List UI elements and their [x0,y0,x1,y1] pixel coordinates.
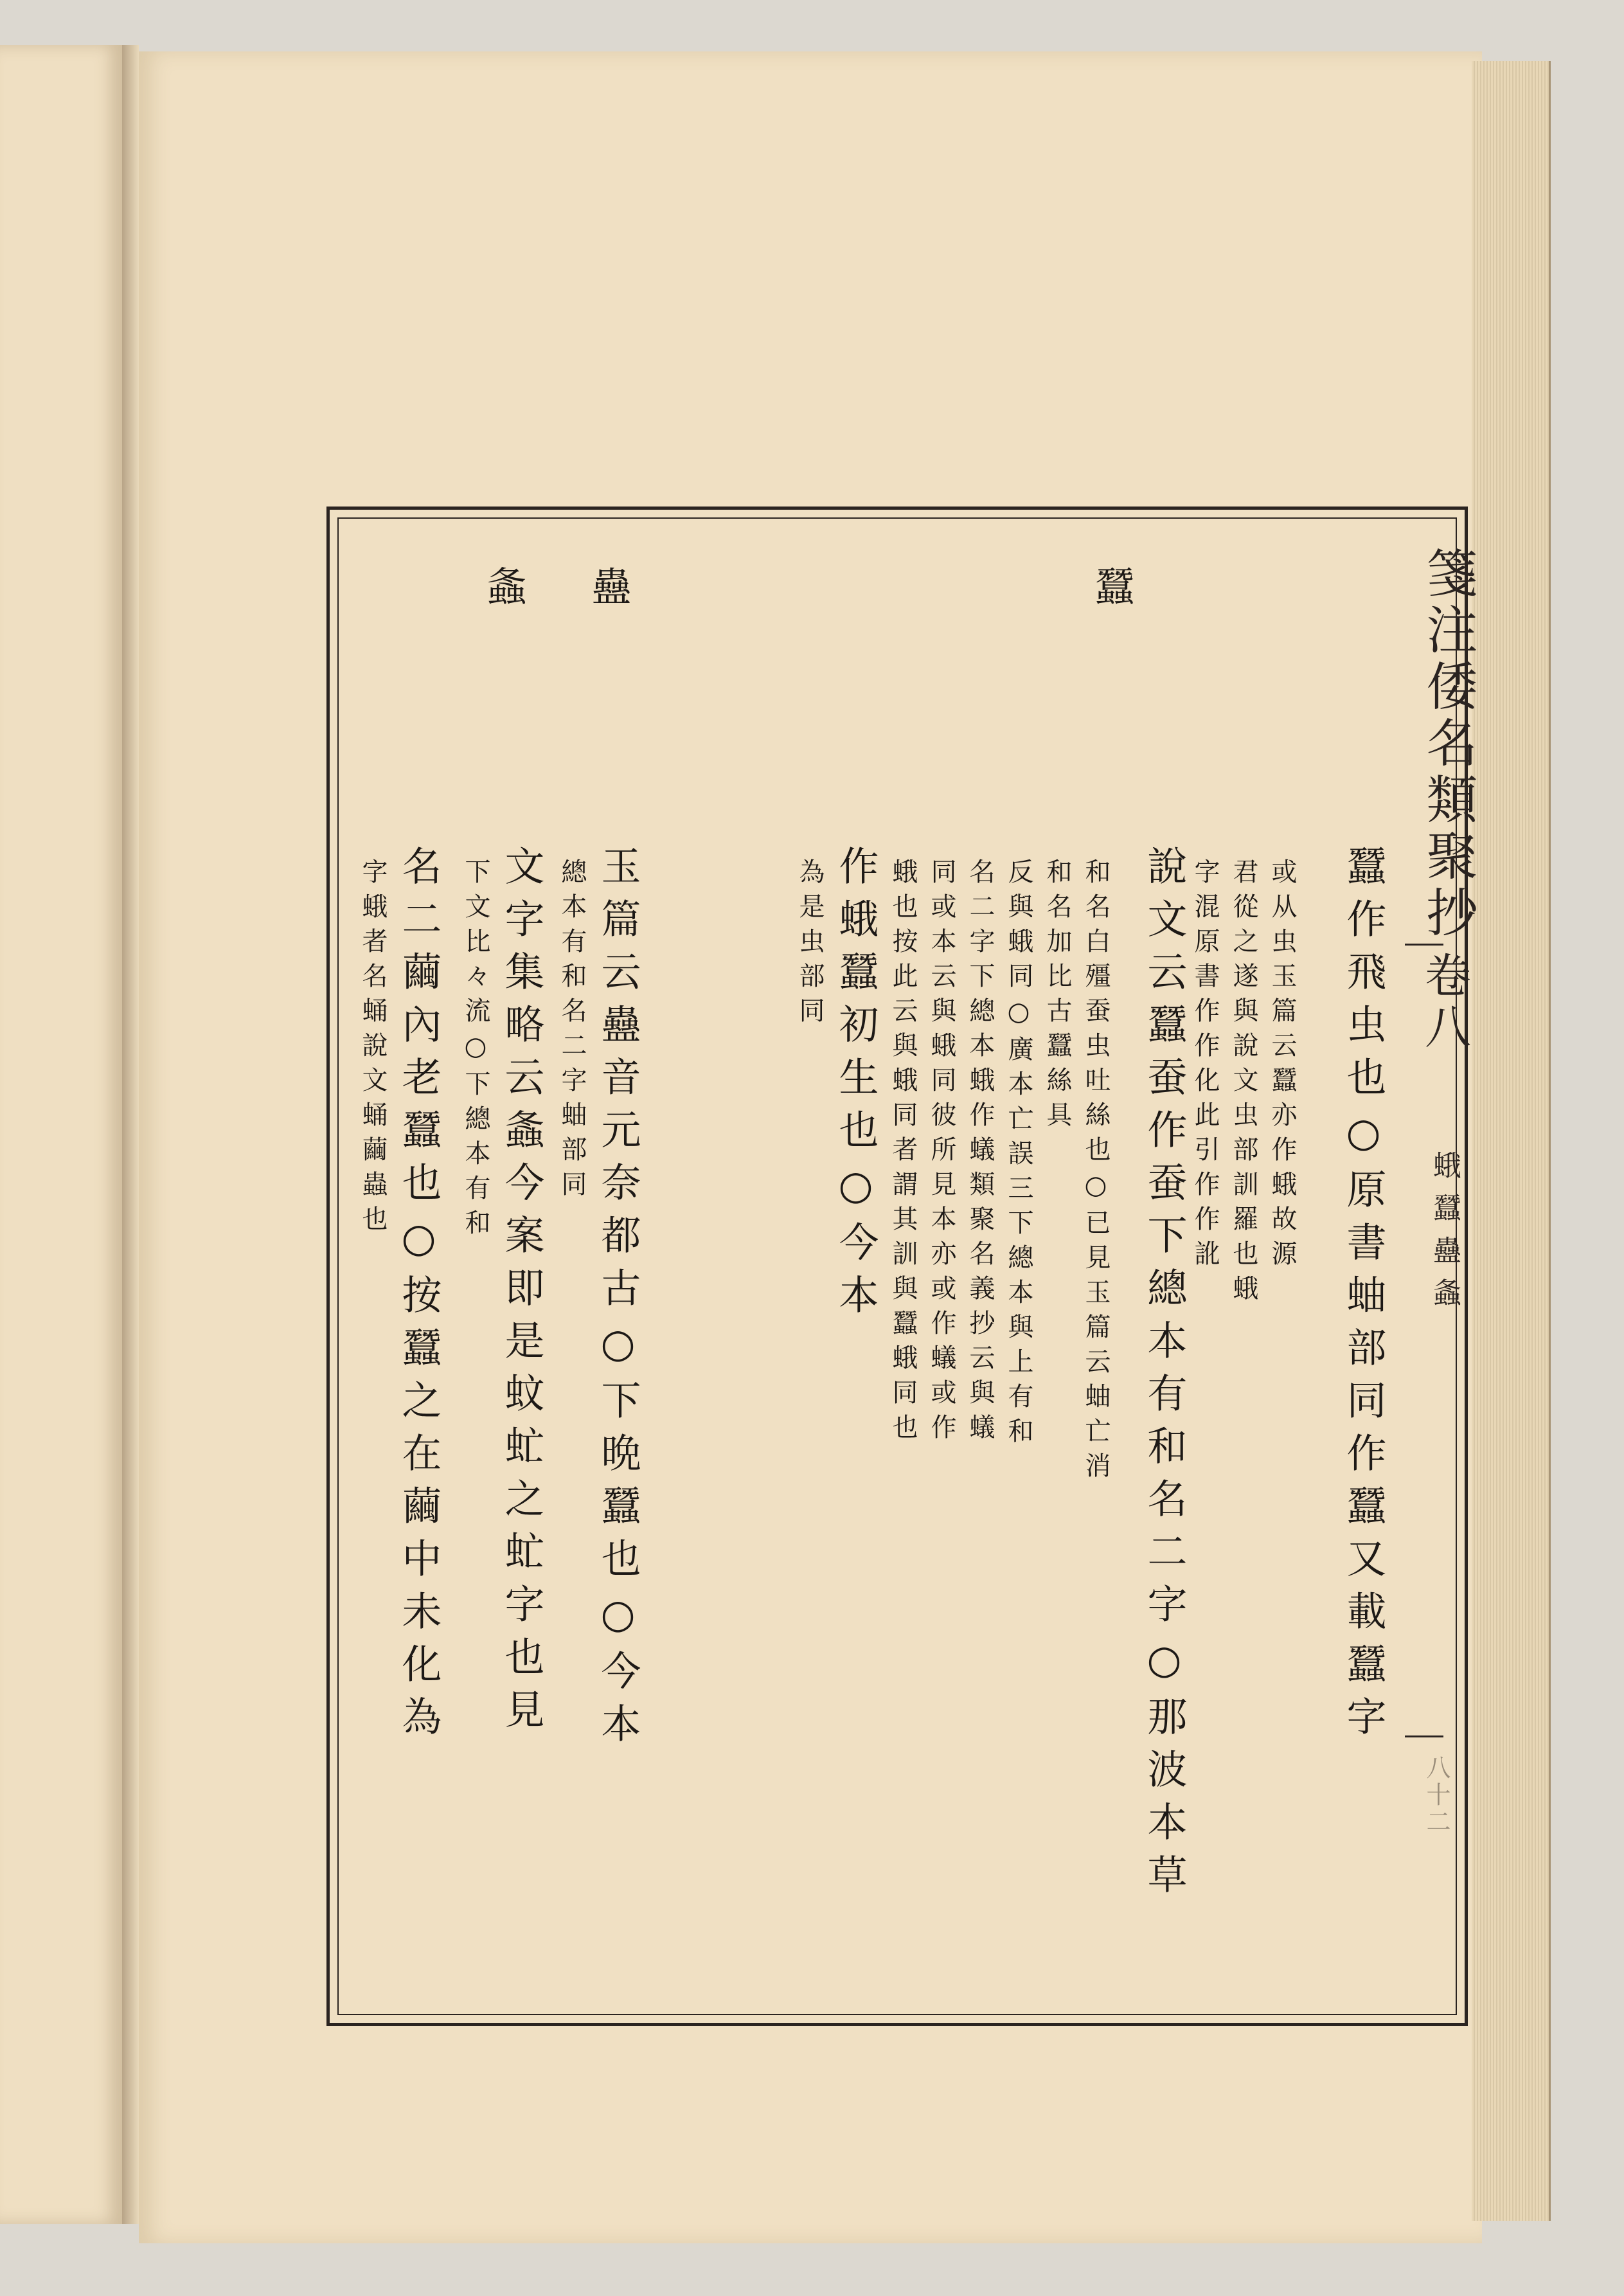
page-edges [1472,61,1551,2221]
left-page [0,45,122,2224]
headword-zhong: 螽 [480,566,527,620]
commentary-column: 同或本云與蛾同彼所見本亦或作蟻或作 [927,858,956,1448]
commentary-column: 說文云蠶蚕作蚕下總本有和名二字○那波本草 [1141,845,1188,1906]
headword-gu: 蠱 [585,566,632,620]
commentary-column: 反與蛾同○廣本亡誤三下總本與上有和 [1004,858,1033,1452]
commentary-column: 總本有和名二字蚰部同 [557,858,587,1205]
headword-can: 蠶 [1088,566,1135,620]
page-number: 八十二 [1422,1755,1450,1836]
section-heading: 蛾蠶蠱螽 [1428,1151,1461,1320]
commentary-column: 字混原書作作化此引作作訛 [1190,858,1220,1275]
commentary-column: 名二繭內老蠶也○按蠶之在繭中未化為 [395,845,442,1748]
commentary-column: 字蛾者名蛹說文蛹繭蟲也 [358,858,388,1240]
commentary-column: 名二字下總本蛾作蟻類聚名義抄云與蟻 [965,858,995,1448]
commentary-column: 作蛾蠶初生也○今本 [832,845,879,1327]
book-gutter [122,45,139,2224]
running-title: 箋注倭名類聚抄 [1418,546,1477,942]
commentary-column: 君從之遂與說文虫部訓羅也蛾 [1229,858,1258,1309]
commentary-column: 和名白殭蚕虫吐絲也○已見玉篇云蚰亡消 [1081,858,1111,1487]
commentary-column: 蛾也按此云與蛾同者謂其訓與蠶蛾同也 [888,858,918,1448]
commentary-column: 或从虫玉篇云蠶亦作蛾故源 [1267,858,1297,1275]
commentary-column: 蠶作飛虫也○原書蚰部同作蠶又載蠶字 [1340,845,1387,1748]
commentary-column: 文字集略云螽今案即是蚊虻之虻字也見 [498,845,545,1741]
commentary-column: 下文比々流○下總本有和 [461,858,490,1244]
volume-label: 卷八 [1417,951,1471,1054]
commentary-column: 玉篇云蠱音元奈都古○下晩蠶也○今本 [594,845,641,1755]
commentary-column: 為是虫部同 [795,858,825,1032]
commentary-column: 和名加比古蠶絲具 [1042,858,1072,1136]
